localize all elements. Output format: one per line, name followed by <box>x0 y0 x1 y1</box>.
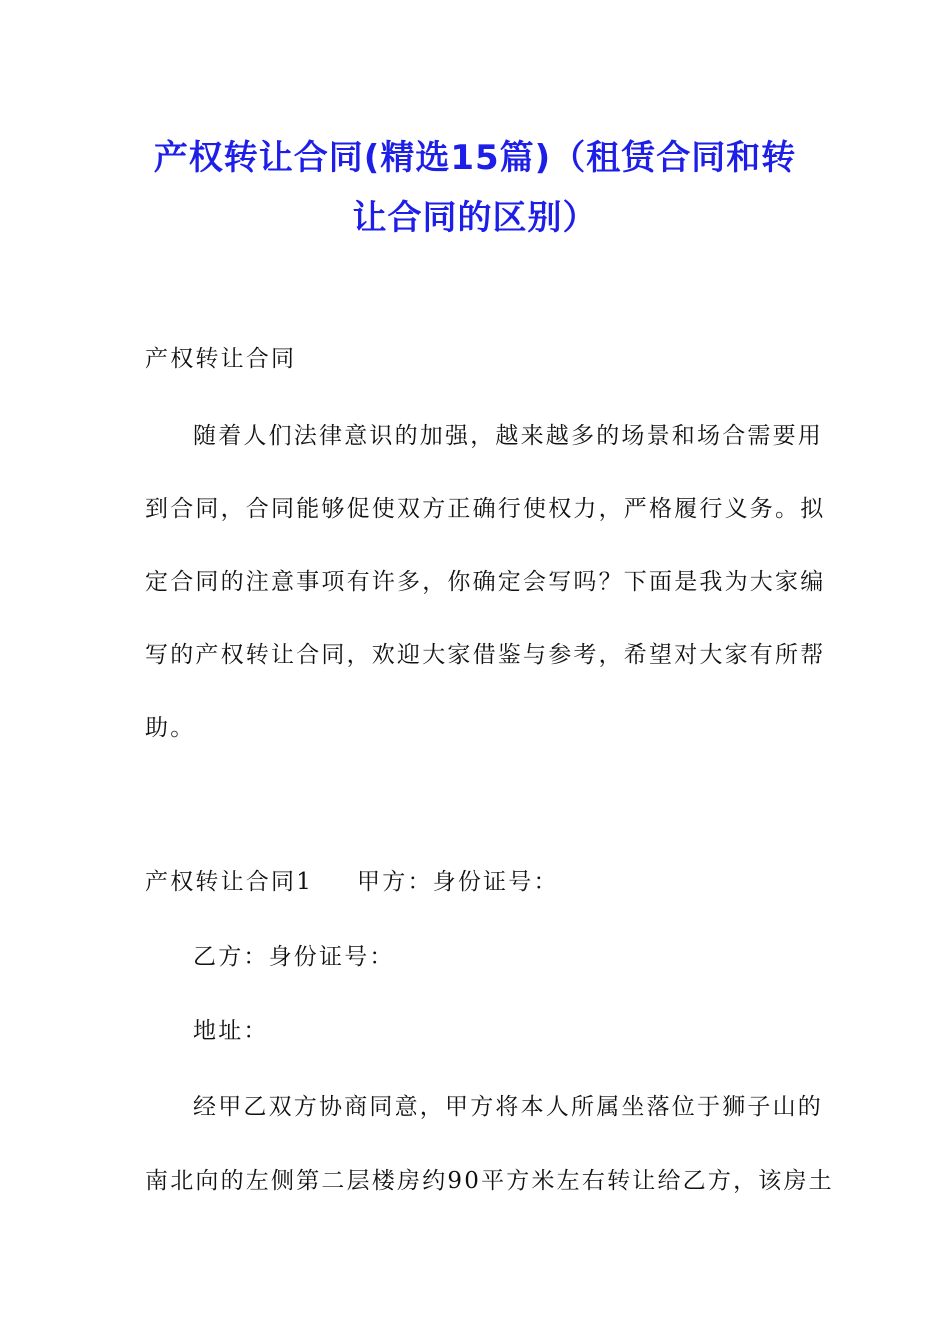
section-heading: 产权转让合同 <box>145 346 297 372</box>
contract-1-header <box>145 867 805 897</box>
party-a-field: 甲方：身份证号： <box>357 869 559 895</box>
intro-line-3: 定合同的注意事项有许多，你确定会写吗？下面是我为大家编 <box>145 569 826 595</box>
title-line-1: 产权转让合同(精选15篇)（租赁合同和转 <box>153 138 797 178</box>
contract-1-body-line-1: 经甲乙双方协商同意，甲方将本人所属坐落位于狮子山的 <box>193 1094 823 1120</box>
intro-line-1: 随着人们法律意识的加强，越来越多的场景和场合需要用 <box>193 423 823 449</box>
contract-1-body-line-2: 南北向的左侧第二层楼房约90平方米左右转让给乙方，该房土 <box>145 1168 834 1194</box>
intro-line-2: 到合同，合同能够促使双方正确行使权力，严格履行义务。拟 <box>145 496 826 522</box>
document-title <box>145 128 805 248</box>
intro-line-4: 写的产权转让合同，欢迎大家借鉴与参考，希望对大家有所帮 <box>145 642 826 668</box>
address-field: 地址： <box>193 1018 269 1044</box>
intro-line-5: 助。 <box>145 715 196 741</box>
contract-1-label: 产权转让合同1 <box>145 869 314 895</box>
title-line-2: 让合同的区别） <box>352 198 598 238</box>
party-b-field: 乙方：身份证号： <box>193 944 395 970</box>
